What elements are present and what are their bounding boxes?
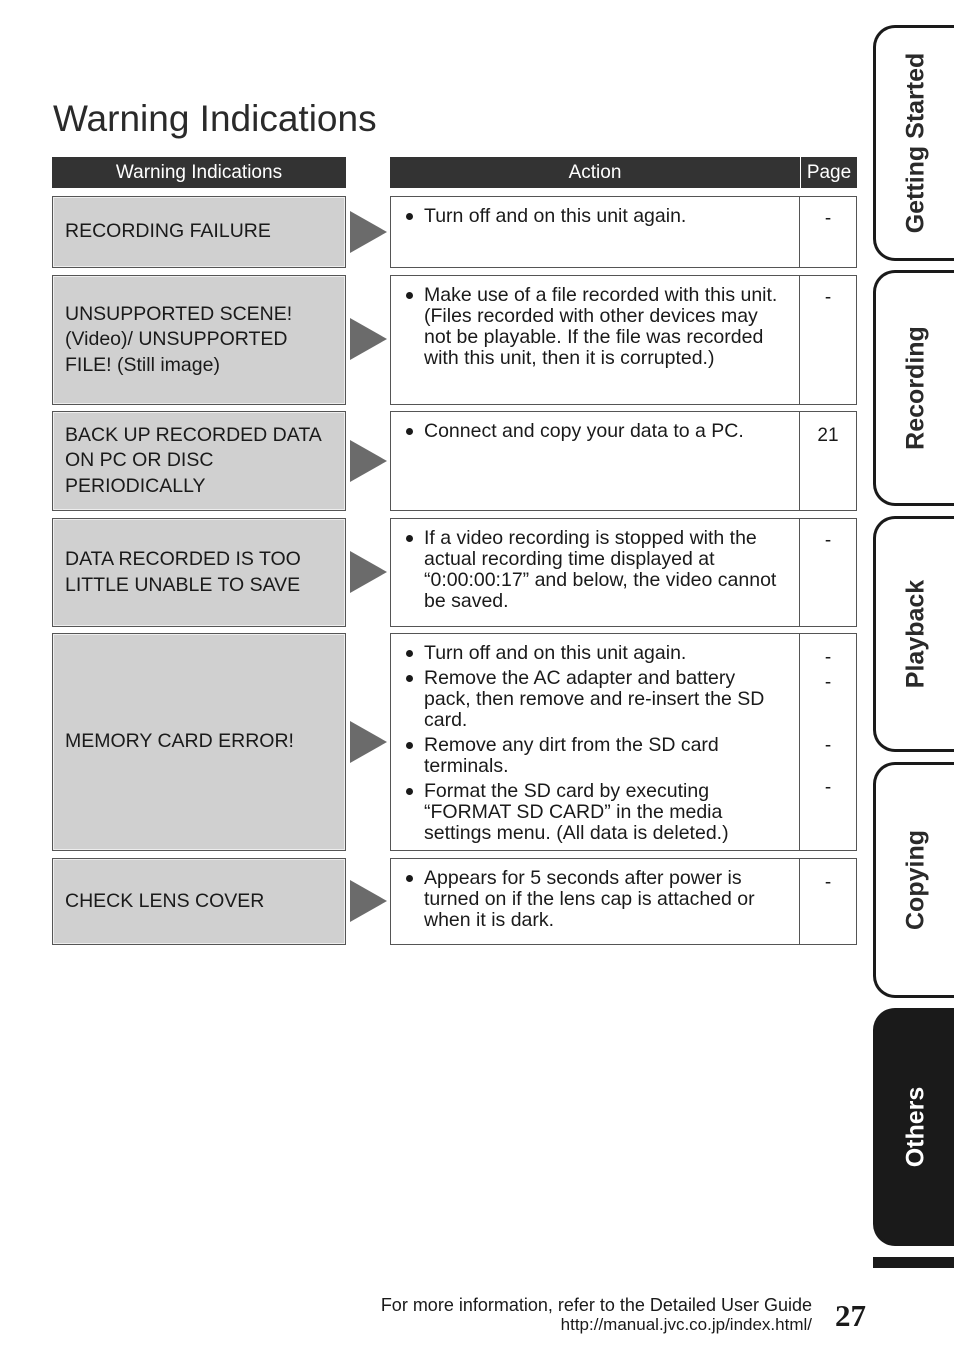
- action-item: Connect and copy your data to a PC.: [403, 421, 787, 442]
- page-cell: [800, 858, 857, 945]
- footer: [381, 1295, 812, 1335]
- header-action: Action: [390, 157, 800, 188]
- warning-memory-card-error: MEMORY CARD ERROR!: [52, 633, 346, 851]
- action-cell: [390, 518, 800, 627]
- tab-recording[interactable]: Recording: [873, 270, 954, 506]
- warning-check-lens-cover: CHECK LENS COVER: [52, 858, 346, 945]
- arrow-icon: [350, 440, 387, 482]
- warning-recording-failure: RECORDING FAILURE: [52, 196, 346, 268]
- page-ref: -: [824, 777, 832, 798]
- arrow-icon: [350, 551, 387, 593]
- page-title: Warning Indications: [53, 98, 377, 139]
- arrow-icon: [350, 318, 387, 360]
- action-item: Make use of a file recorded with this unit. (Files recorded with other devices may not be playable. If the file was recorded with this unit, then it is corrupted.): [403, 285, 787, 369]
- tab-others[interactable]: Others: [873, 1008, 954, 1246]
- page-ref: -: [824, 647, 832, 668]
- page-ref: -: [824, 530, 832, 551]
- arrow-icon: [350, 721, 387, 763]
- action-item: Format the SD card by executing “FORMAT SD CARD” in the media settings menu. (All data is deleted.): [403, 781, 787, 844]
- action-cell: [390, 411, 800, 511]
- page-cell: [800, 275, 857, 405]
- page-cell: [800, 411, 857, 511]
- page-number: 27: [835, 1298, 866, 1333]
- arrow-icon: [350, 211, 387, 253]
- page-ref: -: [824, 208, 832, 229]
- tab-copying[interactable]: Copying: [873, 762, 954, 998]
- header-page: Page: [801, 157, 857, 188]
- action-item: Turn off and on this unit again.: [403, 206, 787, 227]
- footer-url[interactable]: http://manual.jvc.co.jp/index.html/: [560, 1315, 812, 1334]
- page-ref: -: [824, 872, 832, 893]
- action-cell: [390, 275, 800, 405]
- footer-note: For more information, refer to the Detailed User Guide: [380, 1295, 812, 1315]
- page-cell: [800, 518, 857, 627]
- action-cell: [390, 858, 800, 945]
- action-cell: [390, 196, 800, 268]
- action-item: Turn off and on this unit again.: [403, 643, 787, 664]
- action-item: Appears for 5 seconds after power is turned on if the lens cap is attached or when it is dark.: [403, 868, 787, 931]
- page-ref: -: [824, 287, 832, 308]
- action-item: Remove the AC adapter and battery pack, then remove and re-insert the SD card.: [403, 668, 787, 731]
- tab-divider: [873, 1257, 954, 1268]
- page-ref: -: [824, 672, 832, 693]
- action-item: Remove any dirt from the SD card terminals.: [403, 735, 787, 777]
- tab-playback[interactable]: Playback: [873, 516, 954, 752]
- page-ref: 21: [817, 425, 839, 446]
- arrow-icon: [350, 880, 387, 922]
- page-cell: [800, 633, 857, 851]
- warning-data-too-little: DATA RECORDED IS TOO LITTLE UNABLE TO SAVE: [52, 518, 346, 627]
- action-cell: [390, 633, 800, 851]
- warning-unsupported-file: UNSUPPORTED SCENE! (Video)/ UNSUPPORTED FILE! (Still image): [52, 275, 346, 405]
- warning-back-up-data: BACK UP RECORDED DATA ON PC OR DISC PERIODICALLY: [52, 411, 346, 511]
- page-cell: [800, 196, 857, 268]
- header-warning-indications: Warning Indications: [52, 157, 346, 188]
- page-ref: -: [824, 735, 832, 756]
- tab-getting-started[interactable]: Getting Started: [873, 25, 954, 261]
- action-item: If a video recording is stopped with the actual recording time displayed at “0:00:00:17” and below, the video cannot be saved.: [403, 528, 787, 612]
